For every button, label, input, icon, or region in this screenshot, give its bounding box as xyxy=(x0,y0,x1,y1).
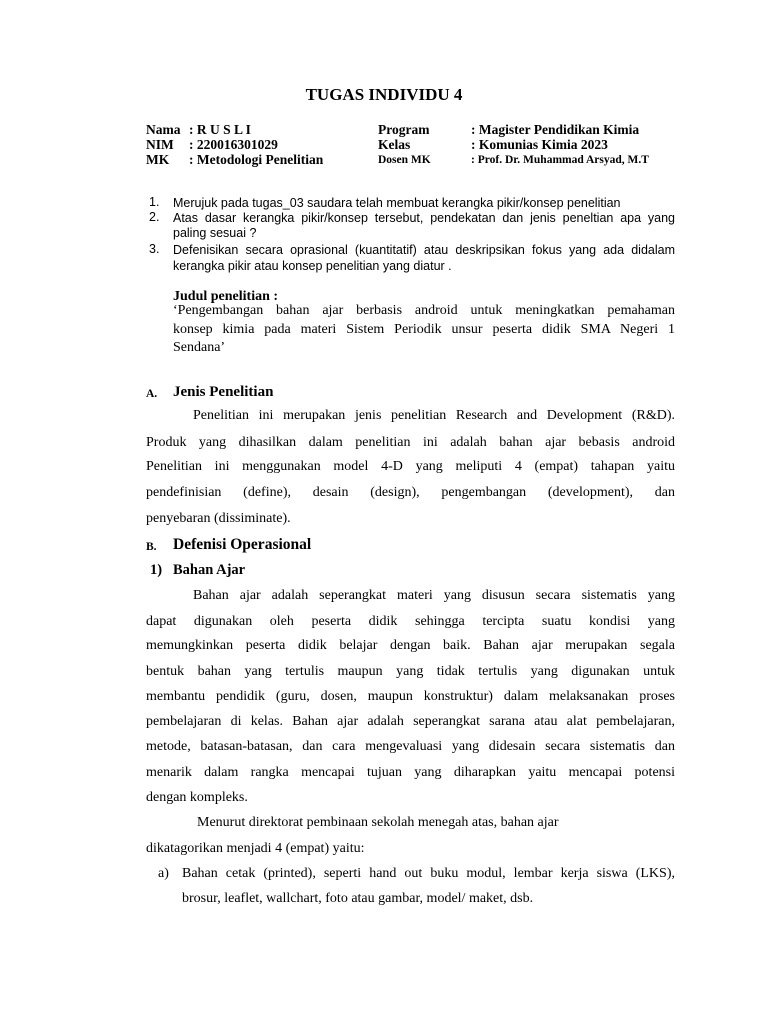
research-title-line-2: konsep kimia pada materi Sistem Periodik unsur peserta didik SMA Negeri 1 xyxy=(173,322,675,337)
header-label-kelas: Kelas xyxy=(378,137,411,152)
section-b-heading: Defenisi Operasional xyxy=(173,536,312,553)
section-b-para2-line-2: dikatagorikan menjadi 4 (empat) yaitu: xyxy=(146,841,365,856)
header-label-mk: MK xyxy=(146,152,170,167)
section-a-line-5: penyebaran (dissiminate). xyxy=(146,511,291,526)
header-value-program: : Magister Pendidikan Kimia xyxy=(471,122,640,137)
header-value-mk: : Metodologi Penelitian xyxy=(189,152,324,167)
question-number: 3. xyxy=(149,242,160,256)
header-value-kelas: : Komunias Kimia 2023 xyxy=(471,137,608,152)
question-text-3-line-2: kerangka pikir atau konsep penelitian yang diatur . xyxy=(173,259,452,273)
section-a-line-1: Penelitian ini merupakan jenis penelitian Research and Development (R&D). xyxy=(193,408,675,423)
section-a-heading: Jenis Penelitian xyxy=(173,384,274,400)
section-b-line-4: bentuk bahan yang tertulis maupun yang tidak tertulis yang digunakan untuk xyxy=(146,664,675,679)
header-label-nama: Nama xyxy=(146,122,181,137)
question-number: 1. xyxy=(149,195,160,209)
header-value-dosen: : Prof. Dr. Muhammad Arsyad, M.T xyxy=(471,154,649,166)
section-a-letter: A. xyxy=(146,388,158,400)
question-text-2-line-1: Atas dasar kerangka pikir/konsep tersebut, pendekatan dan jenis peneltian apa yang xyxy=(173,211,675,225)
research-title-label: Judul penelitian : xyxy=(173,289,279,304)
section-b-line-1: Bahan ajar adalah seperangkat materi yang disusun secara sistematis yang xyxy=(193,588,675,603)
section-b-line-9: dengan kompleks. xyxy=(146,790,248,805)
section-a-line-4: pendefinisian (define), desain (design), pengembangan (development), dan xyxy=(146,485,675,500)
section-b-line-5: membantu pendidik (guru, dosen, maupun konstruktur) dalam melaksanakan proses xyxy=(146,689,675,704)
section-a-line-3: Penelitian ini menggunakan model 4-D yang meliputi 4 (empat) tahapan yaitu xyxy=(146,459,675,474)
section-b-line-6: pembelajaran di kelas. Bahan ajar adalah seperangkat sarana atau alat pembelajaran, xyxy=(146,714,675,729)
section-b-letter: B. xyxy=(146,541,157,553)
list-item-a-line-2: brosur, leaflet, wallchart, foto atau gambar, model/ maket, dsb. xyxy=(182,891,534,906)
question-text-1: Merujuk pada tugas_03 saudara telah membuat kerangka pikir/konsep penelitian xyxy=(173,196,621,210)
question-text-3-line-1: Defenisikan secara oprasional (kuantitatif) atau deskripsikan fokus yang ada didalam xyxy=(173,243,675,257)
section-a-line-2: Produk yang dihasilkan dalam penelitian ini adalah bahan ajar bebasis android xyxy=(146,435,675,450)
section-b-line-7: metode, batasan-batasan, dan cara mengevaluasi yang didesain secara sistematis dan xyxy=(146,739,675,754)
section-b-line-2: dapat digunakan oleh peserta didik sehingga tercipta suatu kondisi yang xyxy=(146,614,675,629)
subsection-heading: Bahan Ajar xyxy=(173,562,246,578)
section-b-para2-line-1: Menurut direktorat pembinaan sekolah menegah atas, bahan ajar xyxy=(197,815,559,830)
header-value-nim: : 220016301029 xyxy=(189,137,278,152)
research-title-line-1: ‘Pengembangan bahan ajar berbasis android untuk meningkatkan pemahaman xyxy=(173,303,675,318)
list-item-letter: a) xyxy=(158,866,169,881)
question-number: 2. xyxy=(149,210,160,224)
section-b-line-3: memungkinkan peserta didik belajar dengan baik. Bahan ajar merupakan segala xyxy=(146,638,675,653)
subsection-number: 1) xyxy=(150,562,163,578)
page-title: TUGAS INDIVIDU 4 xyxy=(305,85,463,104)
header-value-nama: : R U S L I xyxy=(189,122,251,137)
header-label-dosen: Dosen MK xyxy=(378,154,431,166)
header-label-nim: NIM xyxy=(146,137,174,152)
research-title-line-3: Sendana’ xyxy=(173,340,226,355)
list-item-a-line-1: Bahan cetak (printed), seperti hand out buku modul, lembar kerja siswa (LKS), xyxy=(182,866,675,881)
header-label-program: Program xyxy=(378,122,430,137)
question-text-2-line-2: paling sesuai ? xyxy=(173,226,257,240)
section-b-line-8: menarik dalam rangka mencapai tujuan yang diharapkan yaitu mencapai potensi xyxy=(146,765,675,780)
